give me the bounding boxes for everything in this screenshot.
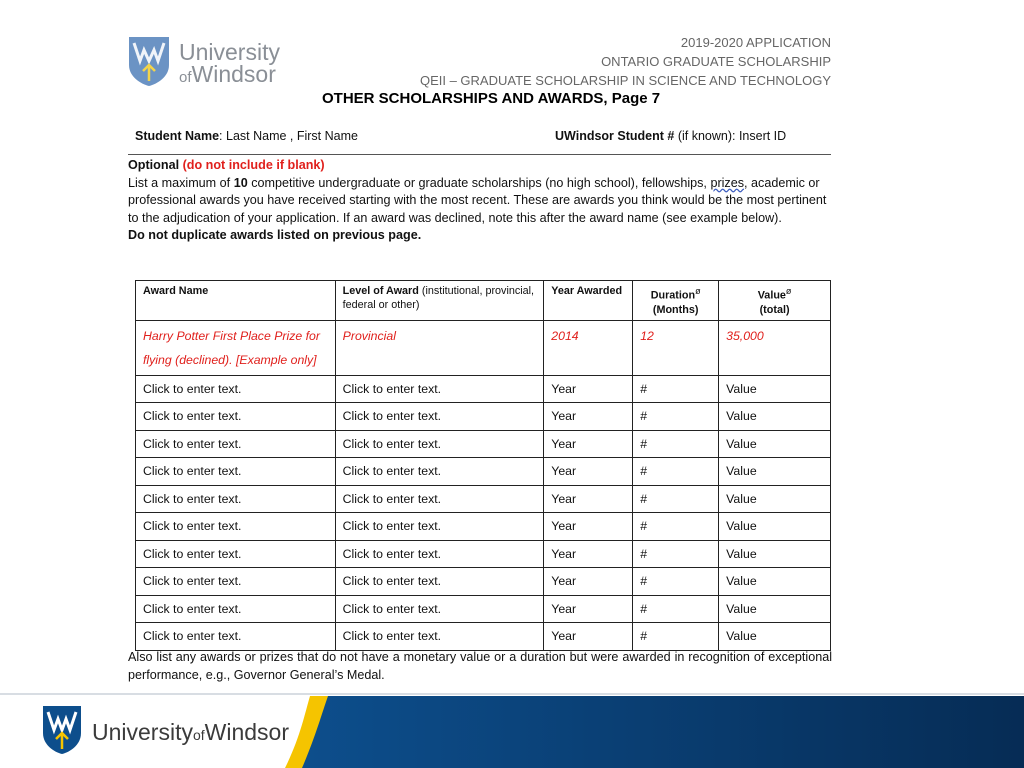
header-line-3: QEII – GRADUATE SCHOLARSHIP IN SCIENCE AND TECHNOLOGY [419,73,831,88]
award-name-input[interactable]: Click to enter text. [136,623,336,651]
award-duration-input[interactable]: # [633,623,719,651]
page-title: OTHER SCHOLARSHIPS AND AWARDS, Page 7 [322,90,661,107]
award-name-input[interactable]: Click to enter text. [136,458,336,486]
table-row [136,513,831,541]
award-year-input[interactable]: Year [544,485,633,513]
table-row [136,595,831,623]
award-year-input[interactable]: Year [544,458,633,486]
award-value-input[interactable]: Value [719,430,831,458]
award-year-input[interactable]: Year [544,430,633,458]
award-level-input[interactable]: Click to enter text. [335,595,544,623]
award-value-input[interactable]: Value [719,375,831,403]
header-line-2: ONTARIO GRADUATE SCHOLARSHIP [601,54,831,69]
award-level-input[interactable]: Click to enter text. [335,540,544,568]
table-row [136,485,831,513]
award-duration-input[interactable]: # [633,430,719,458]
application-header [420,33,831,90]
award-duration-input[interactable]: # [633,485,719,513]
award-level-input[interactable]: Click to enter text. [335,485,544,513]
award-value-input[interactable]: Value [719,485,831,513]
award-level-input[interactable]: Click to enter text. [335,375,544,403]
award-value-input[interactable]: Value [719,595,831,623]
award-level-input[interactable]: Click to enter text. [335,623,544,651]
shield-icon [42,705,82,755]
instructions: Optional (do not include if blank) List a maximum of 10 competitive undergraduate or graduate scholarships (no high school), fellowships, prizes, academic or professional awards you have received starting with the most recent. These are awards you think would be the most pertinent to the adjudication of your application. If an award was declined, note this after the award name (see example below). Do not duplicate awards listed on previous page. [128,157,832,245]
award-value-input[interactable]: Value [719,403,831,431]
example-level: Provincial [335,320,544,375]
award-level-input[interactable]: Click to enter text. [335,568,544,596]
award-year-input[interactable]: Year [544,623,633,651]
award-value-input[interactable]: Value [719,623,831,651]
award-level-input[interactable]: Click to enter text. [335,430,544,458]
example-duration: 12 [633,320,719,375]
instructions-body: List a maximum of 10 competitive undergraduate or graduate scholarships (no high school), fellowships, prizes, academic or professional awards you have received starting with the most recent. These are awards you think would be the most pertinent to the adjudication of your application. If an award was declined, note this after the award name (see example below). [128,175,827,225]
footer-note: Also list any awards or prizes that do not have a monetary value or a duration but were awarded in recognition of exceptional performance, e.g., Governor General’s Medal. [128,650,832,682]
award-duration-input[interactable]: # [633,568,719,596]
header-line-1: 2019-2020 APPLICATION [680,35,831,50]
award-year-input[interactable]: Year [544,595,633,623]
table-row [136,568,831,596]
award-duration-input[interactable]: # [633,540,719,568]
table-row [136,375,831,403]
award-name-input[interactable]: Click to enter text. [136,513,336,541]
example-value: 35,000 [719,320,831,375]
university-logo-bottom [42,705,302,759]
table-header-row [136,281,831,321]
award-name-input[interactable]: Click to enter text. [136,403,336,431]
example-row [136,320,831,375]
table-row [136,430,831,458]
award-duration-input[interactable]: # [633,375,719,403]
award-value-input[interactable]: Value [719,458,831,486]
student-info-row [135,129,835,143]
award-value-input[interactable]: Value [719,568,831,596]
table-row [136,540,831,568]
header-duration: Duration$^ø$ (Months) [633,281,719,321]
example-year: 2014 [544,320,633,375]
header-level: Level of Award (institutional, provincial, federal or other) [335,281,544,321]
award-level-input[interactable]: Click to enter text. [335,513,544,541]
table-row [136,623,831,651]
example-award-name: Harry Potter First Place Prize for flying (declined). [Example only] [136,320,336,375]
award-year-input[interactable]: Year [544,568,633,596]
table-row [136,403,831,431]
logo-wordmark-bottom: UniversityofWindsor [92,719,290,745]
award-duration-input[interactable]: # [633,403,719,431]
award-name-input[interactable]: Click to enter text. [136,595,336,623]
award-year-input[interactable]: Year [544,403,633,431]
award-year-input[interactable]: Year [544,513,633,541]
award-value-input[interactable]: Value [719,513,831,541]
award-name-input[interactable]: Click to enter text. [136,568,336,596]
award-duration-input[interactable]: # [633,513,719,541]
header-value: Value$^ø$ (total) [719,281,831,321]
award-duration-input[interactable]: # [633,595,719,623]
award-name-input[interactable]: Click to enter text. [136,430,336,458]
duplicate-warning: Do not duplicate awards listed on previous page. [128,228,422,242]
header-year: Year Awarded [544,281,633,321]
university-logo-top [127,33,280,91]
awards-table [135,280,831,651]
award-year-input[interactable]: Year [544,540,633,568]
student-id-field[interactable]: UWindsor Student # (if known): Insert ID [555,129,787,143]
header-award-name: Award Name [136,281,336,321]
student-name-field[interactable]: Student Name: Last Name , First Name [135,129,358,143]
award-duration-input[interactable]: # [633,458,719,486]
award-level-input[interactable]: Click to enter text. [335,403,544,431]
award-year-input[interactable]: Year [544,375,633,403]
award-name-input[interactable]: Click to enter text. [136,540,336,568]
award-name-input[interactable]: Click to enter text. [136,375,336,403]
shield-icon [127,35,171,87]
divider [128,154,831,155]
table-row [136,458,831,486]
award-name-input[interactable]: Click to enter text. [136,485,336,513]
logo-wordmark: University ofWindsor [179,39,280,87]
award-level-input[interactable]: Click to enter text. [335,458,544,486]
award-value-input[interactable]: Value [719,540,831,568]
